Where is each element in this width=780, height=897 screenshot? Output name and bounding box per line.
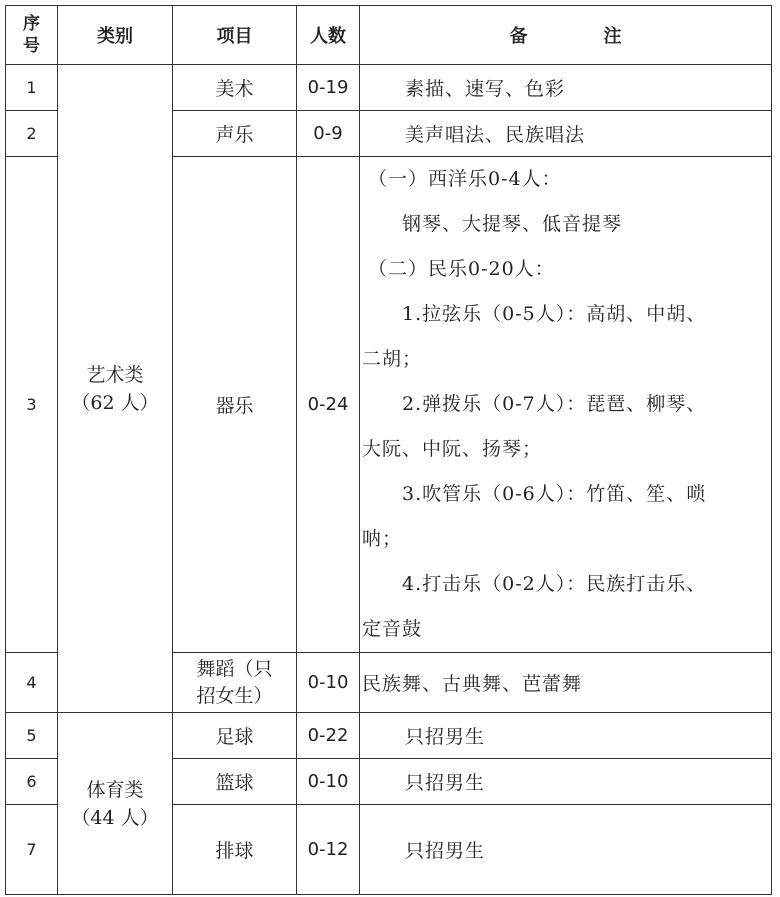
note-line: 二胡； xyxy=(362,348,423,370)
row-seq: 2 xyxy=(6,111,58,157)
header-note-a: 备 xyxy=(509,26,528,47)
note-line: 呐； xyxy=(362,528,403,550)
row-seq: 6 xyxy=(6,759,58,805)
category-art-total: （62 人） xyxy=(71,391,159,414)
table-row xyxy=(6,65,772,111)
note-line: 3.吹管乐（0-6人）：竹笛、笙、唢 xyxy=(402,483,707,505)
row-project: 声乐 xyxy=(173,111,297,157)
category-sports-total: （44 人） xyxy=(71,806,159,829)
row-note: 素描、速写、色彩 xyxy=(360,65,772,111)
row-project-line: 舞蹈（只 xyxy=(196,657,273,680)
row-note: 只招男生 xyxy=(360,759,772,805)
row-project: 足球 xyxy=(173,713,297,759)
header-note-b: 注 xyxy=(603,26,622,47)
row-project-dance xyxy=(173,653,297,713)
row-count: 0-19 xyxy=(297,65,360,111)
note-line: 2.弹拨乐（0-7人）：琵琶、柳琴、 xyxy=(402,393,707,415)
row-note: 只招男生 xyxy=(360,713,772,759)
header-project: 项目 xyxy=(173,6,297,65)
row-project: 排球 xyxy=(173,805,297,895)
row-project: 器乐 xyxy=(173,157,297,653)
note-line: （一）西洋乐0-4人： xyxy=(368,168,562,190)
header-seq xyxy=(6,6,58,65)
row-count: 0-24 xyxy=(297,157,360,653)
category-sports xyxy=(58,713,173,895)
table-row xyxy=(6,713,772,759)
header-seq-label: 序号 xyxy=(23,14,40,56)
row-count: 0-22 xyxy=(297,713,360,759)
note-line: 大阮、中阮、扬琴； xyxy=(362,438,543,460)
header-count: 人数 xyxy=(297,6,360,65)
row-seq: 1 xyxy=(6,65,58,111)
category-sports-name: 体育类 xyxy=(86,778,144,801)
row-note-instruments xyxy=(360,157,772,653)
row-seq: 3 xyxy=(6,157,58,653)
row-count: 0-10 xyxy=(297,653,360,713)
note-line: （二）民乐0-20人： xyxy=(368,258,555,280)
category-art xyxy=(58,65,173,713)
row-seq: 7 xyxy=(6,805,58,895)
row-count: 0-12 xyxy=(297,805,360,895)
row-count: 0-9 xyxy=(297,111,360,157)
row-count: 0-10 xyxy=(297,759,360,805)
header-category: 类别 xyxy=(58,6,173,65)
category-art-name: 艺术类 xyxy=(86,363,144,386)
row-project-line: 招女生） xyxy=(196,684,273,707)
note-line: 4.打击乐（0-2人）：民族打击乐、 xyxy=(402,573,707,595)
header-row xyxy=(6,6,772,65)
header-note xyxy=(360,6,772,65)
row-note: 美声唱法、民族唱法 xyxy=(360,111,772,157)
enrollment-quota-table xyxy=(5,5,772,895)
row-seq: 5 xyxy=(6,713,58,759)
row-seq: 4 xyxy=(6,653,58,713)
row-note: 民族舞、古典舞、芭蕾舞 xyxy=(360,653,772,713)
row-project: 美术 xyxy=(173,65,297,111)
row-note: 只招男生 xyxy=(360,805,772,895)
note-line: 1.拉弦乐（0-5人）：高胡、中胡、 xyxy=(402,303,707,325)
note-line: 定音鼓 xyxy=(362,618,423,640)
note-line: 钢琴、大提琴、低音提琴 xyxy=(402,213,623,235)
row-project: 篮球 xyxy=(173,759,297,805)
